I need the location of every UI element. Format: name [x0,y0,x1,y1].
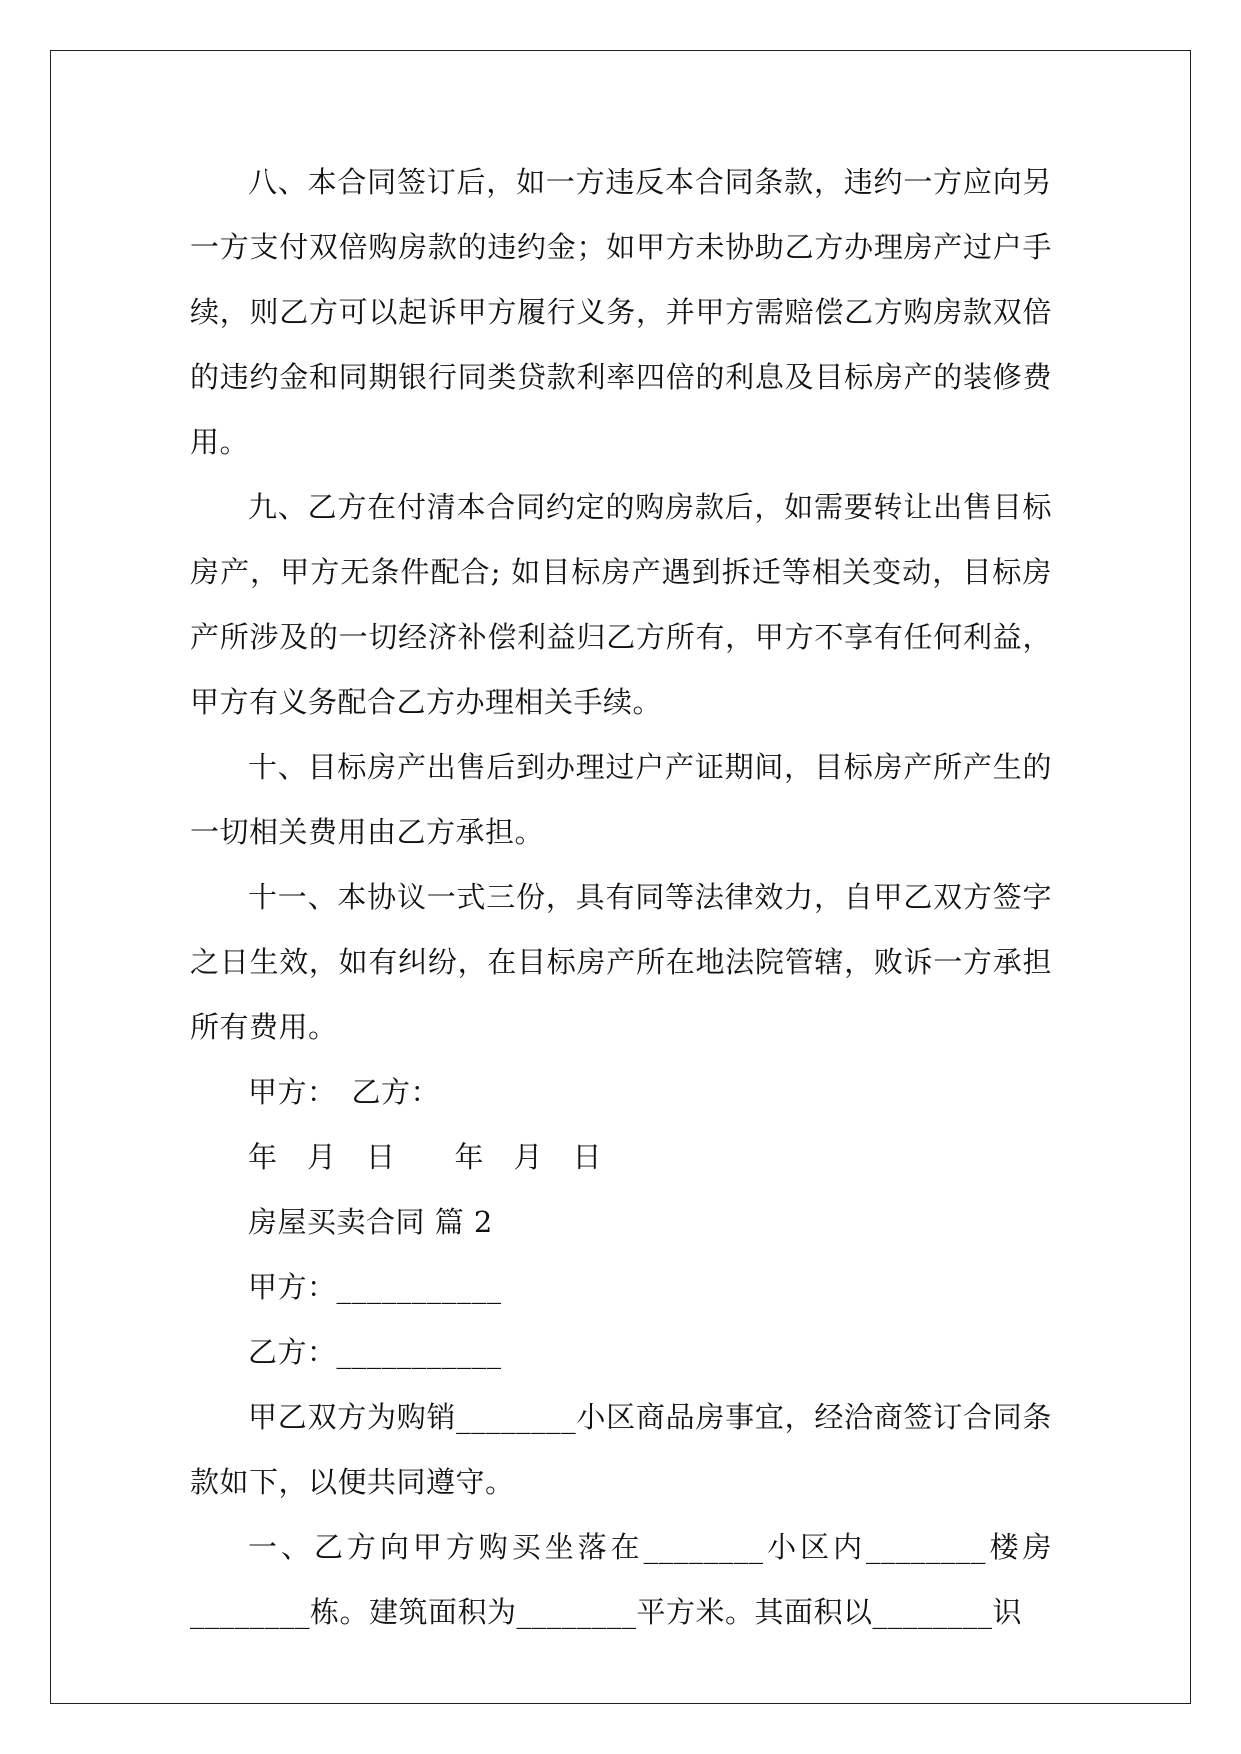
signature-dates: 年 月 日 年 月 日 [248,1140,603,1174]
party-a-line: 甲方：___________ [248,1270,502,1304]
section-title: 房屋买卖合同 篇 2 [248,1205,493,1239]
document-body [190,150,1052,1645]
clause-1: 一、乙方向甲方购买坐落在________小区内________楼房________栋。建筑面积为________平方米。其面积以________识 [190,1530,1052,1629]
clause-11: 十一、本协议一式三份，具有同等法律效力，自甲乙双方签字之日生效，如有纠纷，在目标房产所在地法院管辖，败诉一方承担所有费用。 [190,880,1052,1044]
clause-9: 九、乙方在付清本合同约定的购房款后，如需要转让出售目标房产，甲方无条件配合; 如目标房产遇到拆迁等相关变动，目标房产所涉及的一切经济补偿利益归乙方所有，甲方不享有任何利益，甲方有义务配合乙方办理相关手续。 [190,490,1052,719]
clause-10: 十、目标房产出售后到办理过户产证期间，目标房产所产生的一切相关费用由乙方承担。 [190,750,1052,849]
intro-paragraph: 甲乙双方为购销________小区商品房事宜，经洽商签订合同条款如下，以便共同遵守。 [190,1400,1052,1499]
clause-8: 八、本合同签订后，如一方违反本合同条款，违约一方应向另一方支付双倍购房款的违约金；如甲方未协助乙方办理房产过户手续，则乙方可以起诉甲方履行义务，并甲方需赔偿乙方购房款双倍的违约金和同期银行同类贷款利率四倍的利息及目标房产的装修费用。 [190,165,1052,459]
party-b-line: 乙方：___________ [248,1335,502,1369]
signature-parties: 甲方： 乙方： [248,1075,441,1109]
